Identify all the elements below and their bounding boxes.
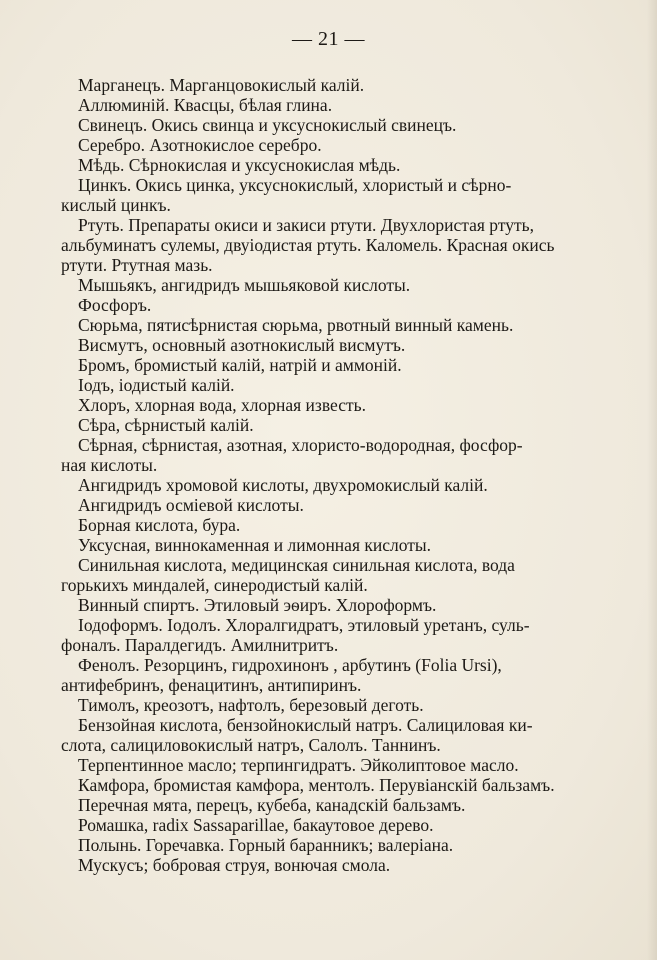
text-line: Сюрьма, пятисѣрнистая сюрьма, рвотный винный камень.	[78, 315, 514, 335]
text-line: Фенолъ. Резорцинъ, гидрохинонъ , арбутинъ (Folia Ursi),	[78, 655, 502, 675]
text-line: Іодъ, іодистый калій.	[78, 375, 235, 395]
text-line: Мышьякъ, ангидридъ мышьяковой кислоты.	[78, 275, 411, 295]
text-line: Свинецъ. Окись свинца и уксуснокислый свинецъ.	[78, 115, 457, 135]
text-line: Сѣрная, сѣрнистая, азотная, хлористо-водородная, фосфор-	[78, 435, 523, 455]
text-line: Мѣдь. Сѣрнокислая и уксуснокислая мѣдь.	[78, 155, 401, 175]
text-line: Камфора, бромистая камфора, ментолъ. Перувіанскій бальзамъ.	[78, 775, 555, 795]
text-line: Марганецъ. Марганцовокислый калій.	[78, 75, 365, 95]
text-line: Хлоръ, хлорная вода, хлорная известь.	[78, 395, 366, 415]
text-line: Аллюминій. Квасцы, бѣлая глина.	[78, 95, 333, 115]
text-line: горькихъ миндалей, синеродистый калій.	[61, 575, 368, 595]
text-line: Сѣра, сѣрнистый калій.	[78, 415, 254, 435]
text-line: ртути. Ртутная мазь.	[61, 255, 213, 275]
text-line: Терпентинное масло; терпингидратъ. Эйколиптовое масло.	[78, 755, 519, 775]
text-line: Висмутъ, основный азотнокислый висмутъ.	[78, 335, 406, 355]
text-line: Тимолъ, креозотъ, нафтолъ, березовый деготь.	[78, 695, 424, 715]
text-line: Бромъ, бромистый калій, натрій и аммоній.	[78, 355, 402, 375]
text-line: Ангидридъ осміевой кислоты.	[78, 495, 304, 515]
text-line: Борная кислота, бура.	[78, 515, 241, 535]
text-line: Цинкъ. Окись цинка, уксуснокислый, хлористый и сѣрно-	[78, 175, 512, 195]
text-line: Ртуть. Препараты окиси и закиси ртути. Двухлористая ртуть,	[78, 215, 534, 235]
text-line: ная кислоты.	[61, 455, 158, 475]
text-line: фоналъ. Паралдегидъ. Амилнитритъ.	[61, 635, 339, 655]
page-number: — 21 —	[292, 28, 365, 50]
text-line: Ангидридъ хромовой кислоты, двухромокислый калій.	[78, 475, 488, 495]
text-line: альбуминатъ сулемы, двуіодистая ртуть. Каломель. Красная окись	[61, 235, 555, 255]
text-line: Мускусъ; бобровая струя, вонючая смола.	[78, 855, 391, 875]
text-line: Фосфоръ.	[78, 295, 152, 315]
text-line: антифебринъ, фенацитинъ, антипиринъ.	[61, 675, 362, 695]
text-line: Іодоформъ. Іодолъ. Хлоралгидратъ, этиловый уретанъ, суль-	[78, 615, 530, 635]
text-line: Синильная кислота, медицинская синильная кислота, вода	[78, 555, 515, 575]
text-line: Бензойная кислота, бензойнокислый натръ. Салициловая ки-	[78, 715, 533, 735]
text-line: слота, салициловокислый натръ, Салолъ. Таннинъ.	[61, 735, 441, 755]
text-line: Перечная мята, перецъ, кубеба, канадскій бальзамъ.	[78, 795, 466, 815]
page-edge-shadow	[647, 0, 657, 960]
text-line: кислый цинкъ.	[61, 195, 171, 215]
text-line: Уксусная, виннокаменная и лимонная кислоты.	[78, 535, 432, 555]
text-line: Полынь. Горечавка. Горный баранникъ; валеріана.	[78, 835, 454, 855]
text-line: Серебро. Азотнокислое серебро.	[78, 135, 322, 155]
text-line: Ромашка, radix Sassaparillae, бакаутовое дерево.	[78, 815, 434, 835]
text-line: Винный спиртъ. Этиловый эѳиръ. Хлороформъ.	[78, 595, 437, 615]
